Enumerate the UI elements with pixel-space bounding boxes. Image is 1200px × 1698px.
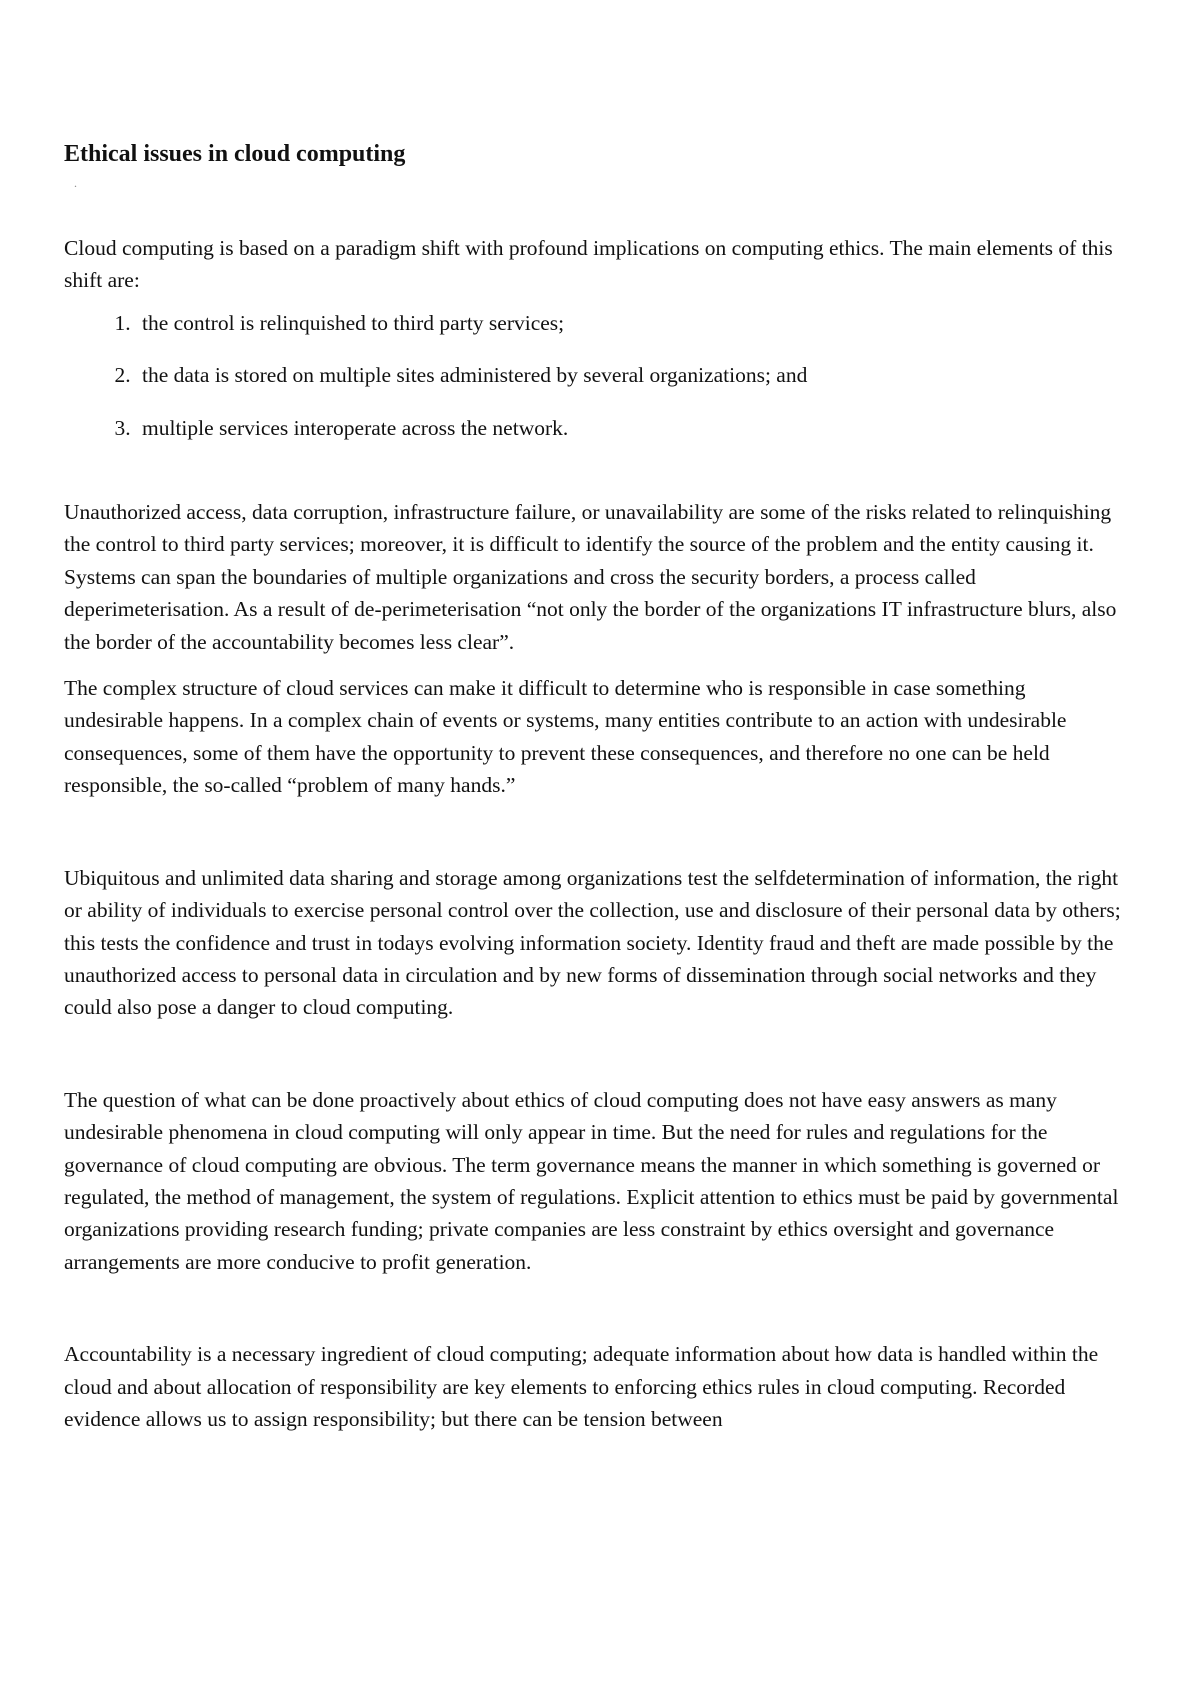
list-item: 2. the data is stored on multiple sites administered by several organizations; and	[136, 359, 1124, 391]
stray-mark: .	[74, 176, 77, 190]
paragraph-accountability: Accountability is a necessary ingredient of cloud computing; adequate information about how data is handled within the cloud and about allocation of responsibility are key elements to enforcing ethics rules in cloud computing. Recorded evidence allows us to assign responsibility; but there can be tension between	[64, 1342, 1099, 1431]
paragraph-risks: Unauthorized access, data corruption, infrastructure failure, or unavailability are some of the risks related to relinquishing the control to third party services; moreover, it is difficult to identify the source of the problem and the entity causing it. Systems can span the boundaries of multiple organizations and cross the security borders, a process called deperimeterisation. As a result of de-perimeterisation “not only the border of the organizations IT infrastructure blurs, also the border of the accountability becomes less clear”.	[64, 500, 1117, 654]
paragraph-responsibility: The complex structure of cloud services can make it difficult to determine who is responsible in case something undesirable happens. In a complex chain of events or systems, many entities contribute to an action with undesirable consequences, some of them have the opportunity to prevent these consequences, and therefore no one can be held responsible, the so-called “problem of many hands.”	[64, 676, 1067, 798]
paragraph-data-sharing: Ubiquitous and unlimited data sharing and storage among organizations test the selfdetermination of information, the right or ability of individuals to exercise personal control over the collection, use and disclosure of their personal data by others; this tests the confidence and trust in todays evolving information society. Identity fraud and theft are made possible by the unauthorized access to personal data in circulation and by new forms of dissemination through social networks and they could also pose a danger to cloud computing.	[64, 865, 1121, 1020]
list-item: 1. the control is relinquished to third party services;	[136, 307, 1124, 339]
intro-paragraph: Cloud computing is based on a paradigm shift with profound implications on computing ethics. The main elements of this shift are:	[64, 236, 1113, 293]
document-title: Ethical issues in cloud computing	[64, 141, 406, 167]
list-item: 3. multiple services interoperate across the network.	[136, 412, 1124, 444]
document-body	[64, 138, 1124, 1435]
shift-elements-list	[64, 307, 1124, 444]
paragraph-governance: The question of what can be done proactively about ethics of cloud computing does not have easy answers as many undesirable phenomena in cloud computing will only appear in time. But the need for rules and regulations for the governance of cloud computing are obvious. The term governance means the manner in which something is governed or regulated, the method of management, the system of regulations. Explicit attention to ethics must be paid by governmental organizations providing research funding; private companies are less constraint by ethics oversight and governance arrangements are more conducive to profit generation.	[64, 1087, 1119, 1274]
